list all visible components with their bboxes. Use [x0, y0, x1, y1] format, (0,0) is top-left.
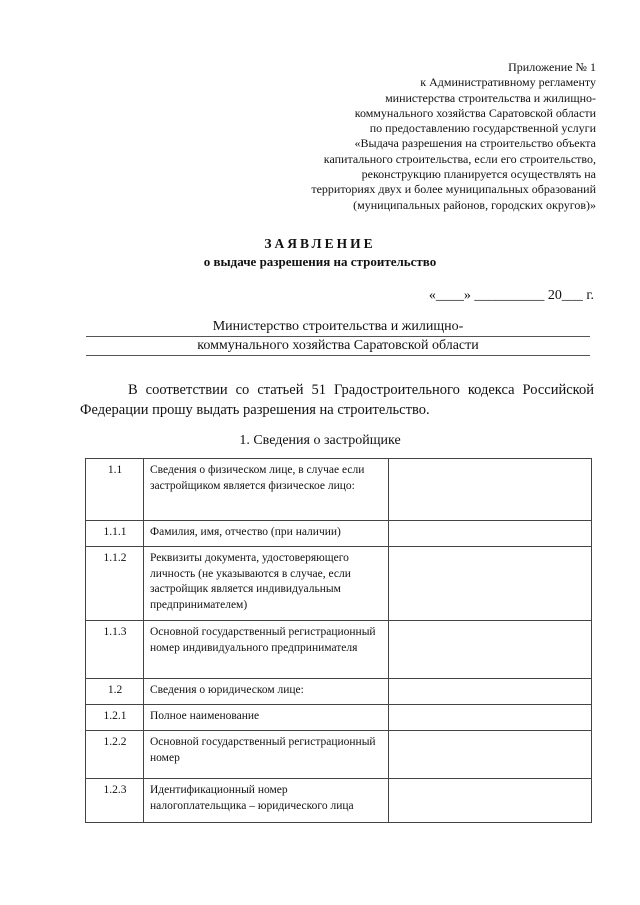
row-label: Идентификационный номер налогоплательщика – юридического лица	[144, 779, 389, 823]
row-number: 1.1	[86, 459, 144, 521]
row-label: Полное наименование	[144, 705, 389, 731]
document-title: ЗАЯВЛЕНИЕ	[264, 236, 376, 251]
table-row	[86, 521, 592, 547]
appendix-line: капитального строительства, если его строительство,	[323, 151, 596, 166]
appendix-line: коммунального хозяйства Саратовской области	[354, 105, 596, 120]
appendix-line: по предоставлению государственной услуги	[369, 121, 596, 136]
row-label: Основной государственный регистрационный номер	[144, 731, 389, 779]
appendix-line: территориях двух и более муниципальных образований	[311, 182, 596, 197]
row-label: Сведения о юридическом лице:	[144, 679, 389, 705]
appendix-line: министерства строительства и жилищно-	[385, 90, 596, 105]
document-subtitle: о выдаче разрешения на строительство	[203, 254, 437, 269]
appendix-line: Приложение № 1	[508, 60, 596, 74]
table-row	[86, 547, 592, 621]
row-number: 1.2.1	[86, 705, 144, 731]
appendix-header	[216, 60, 596, 213]
row-value-field[interactable]	[389, 731, 592, 779]
row-value-field[interactable]	[389, 679, 592, 705]
row-number: 1.2	[86, 679, 144, 705]
appendix-line: «Выдача разрешения на строительство объекта	[354, 136, 596, 151]
date-line: «____» __________ 20___ г.	[428, 288, 594, 303]
row-number: 1.2.3	[86, 779, 144, 823]
developer-info-table	[85, 458, 592, 823]
row-value-field[interactable]	[389, 547, 592, 621]
appendix-line: к Административному регламенту	[420, 75, 596, 90]
table-row	[86, 459, 592, 521]
row-value-field[interactable]	[389, 705, 592, 731]
table-row	[86, 705, 592, 731]
addressee-block	[86, 318, 590, 356]
row-value-field[interactable]	[389, 621, 592, 679]
row-value-field[interactable]	[389, 459, 592, 521]
row-value-field[interactable]	[389, 521, 592, 547]
appendix-line: реконструкцию планируется осуществлять на	[361, 167, 596, 182]
row-number: 1.1.3	[86, 621, 144, 679]
row-label: Фамилия, имя, отчество (при наличии)	[144, 521, 389, 547]
row-number: 1.2.2	[86, 731, 144, 779]
row-number: 1.1.1	[86, 521, 144, 547]
table-row	[86, 731, 592, 779]
row-number: 1.1.2	[86, 547, 144, 621]
table-row	[86, 679, 592, 705]
table-row	[86, 779, 592, 823]
row-label: Реквизиты документа, удостоверяющего личность (не указываются в случае, если застройщик является индивидуальным предпринимателем)	[144, 547, 389, 621]
table-row	[86, 621, 592, 679]
row-label: Сведения о физическом лице, в случае если застройщиком является физическое лицо:	[144, 459, 389, 521]
row-value-field[interactable]	[389, 779, 592, 823]
addressee-line-2: коммунального хозяйства Саратовской области	[86, 337, 590, 356]
intro-paragraph: В соответствии со статьей 51 Градостроительного кодекса Российской Федерации прошу выдать разрешения на строительство.	[80, 382, 594, 418]
addressee-line-1: Министерство строительства и жилищно-	[86, 318, 590, 337]
row-label: Основной государственный регистрационный номер индивидуального предпринимателя	[144, 621, 389, 679]
section-title: 1. Сведения о застройщике	[239, 433, 401, 448]
appendix-line: (муниципальных районов, городских округов)»	[353, 197, 596, 212]
